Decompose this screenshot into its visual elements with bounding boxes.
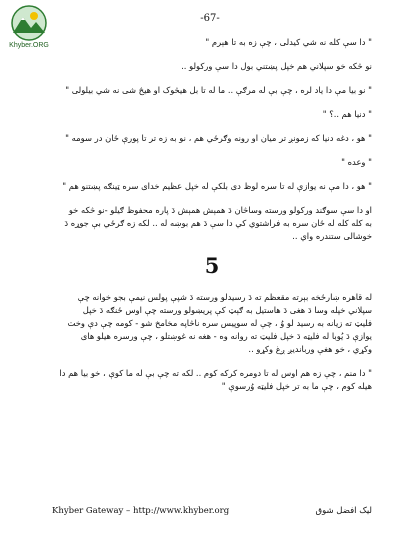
dialogue-line: " دا منم ، چې زه هم اوس له تا دومره کرکه کوم .. لکه ته چې بې له ما کوې ، خو بيا هم دا <box>59 368 372 378</box>
narrative-line: وکړي ، خو هغې وربانديږ ږغ وکړو .. <box>248 344 372 354</box>
page-number: -67- <box>200 13 220 24</box>
dialogue-line: " وعده " <box>341 157 372 167</box>
dialogue-line: " دنيا هم ..؟ " <box>322 109 372 119</box>
footer-site-link[interactable]: Khyber Gateway – http://www.khyber.org <box>52 506 230 516</box>
narrative-line: فليټ ته زيانه به رسيد لو وُ ، چې له سوپيس سره ناڅاپه مخامخ شو - کومه چې دې وخت <box>67 318 372 328</box>
dialogue-line: " نو بيا مې دا ياد لره ، چې بې له مرګې .. ما له تا بل هيڅوک او هيڅ شى نه شي بيلولى " <box>65 85 372 95</box>
dialogue-line: " دا سې کله نه شي کيدلى ، چې زه به تا هېرم " <box>205 37 372 47</box>
dialogue-line: هيله کوم ، چې ما به تر خپل فليټه وُرسوې " <box>221 381 372 391</box>
narrative-line: سپلاني خپله وسا دَ هغى دَ هاستيل به ګېټ کې پريښولو ورسته چې اوس ځنګه دَ خپل <box>82 305 372 315</box>
narrative-line: خوشالى ستندره واي .. <box>292 231 372 241</box>
logo-text: Khyber.ORG <box>9 42 49 49</box>
dialogue-line: " هو ، دا مې نه يوازې له تا سره لوظ دى بلکې له خپل عظيم خداى سره ټينګه پښتنو هم " <box>62 181 372 191</box>
footer-author: ليک افضل شوق <box>315 506 372 516</box>
dialogue-line: " هو ، دغه دنيا که زمونږ تر ميان او رونه وګرځي هم ، نو به زه تر تا پورې ځان در سومه " <box>65 133 372 143</box>
narrative-line: له قاهره ښارځخه بېرته مقعظم ته دَ رسيدلو ورسته دَ شپې پولس نيمې بجو خوانه چې <box>77 292 372 302</box>
page-footer <box>52 506 372 520</box>
page-body <box>52 36 372 393</box>
chapter-number: 5 <box>204 253 220 278</box>
narrative-line: او دا سې سوګند ورکولو ورسته وساڅان دَ همېش همېش دَ پاره محفوظ ګيلو -نو څکه خو <box>68 205 372 215</box>
narrative-line: به کله کله له ځان سره به فراشتوي کي دا سې دَ هم بوښه له .. لکه زه ګرځي بې جوړه دَ <box>64 218 372 228</box>
narrative-line: يوازې دَ يُوبا له فليټه دَ خپل فليټ ته روانه وه - هغه نه غوښتلو ، چې ورسره هيلو هاى <box>80 331 372 341</box>
narrative-line: نو څکه خو سپلاني هم خپل پښتني بول دا سې ورکولو .. <box>181 61 372 71</box>
khyber-logo <box>6 4 52 50</box>
